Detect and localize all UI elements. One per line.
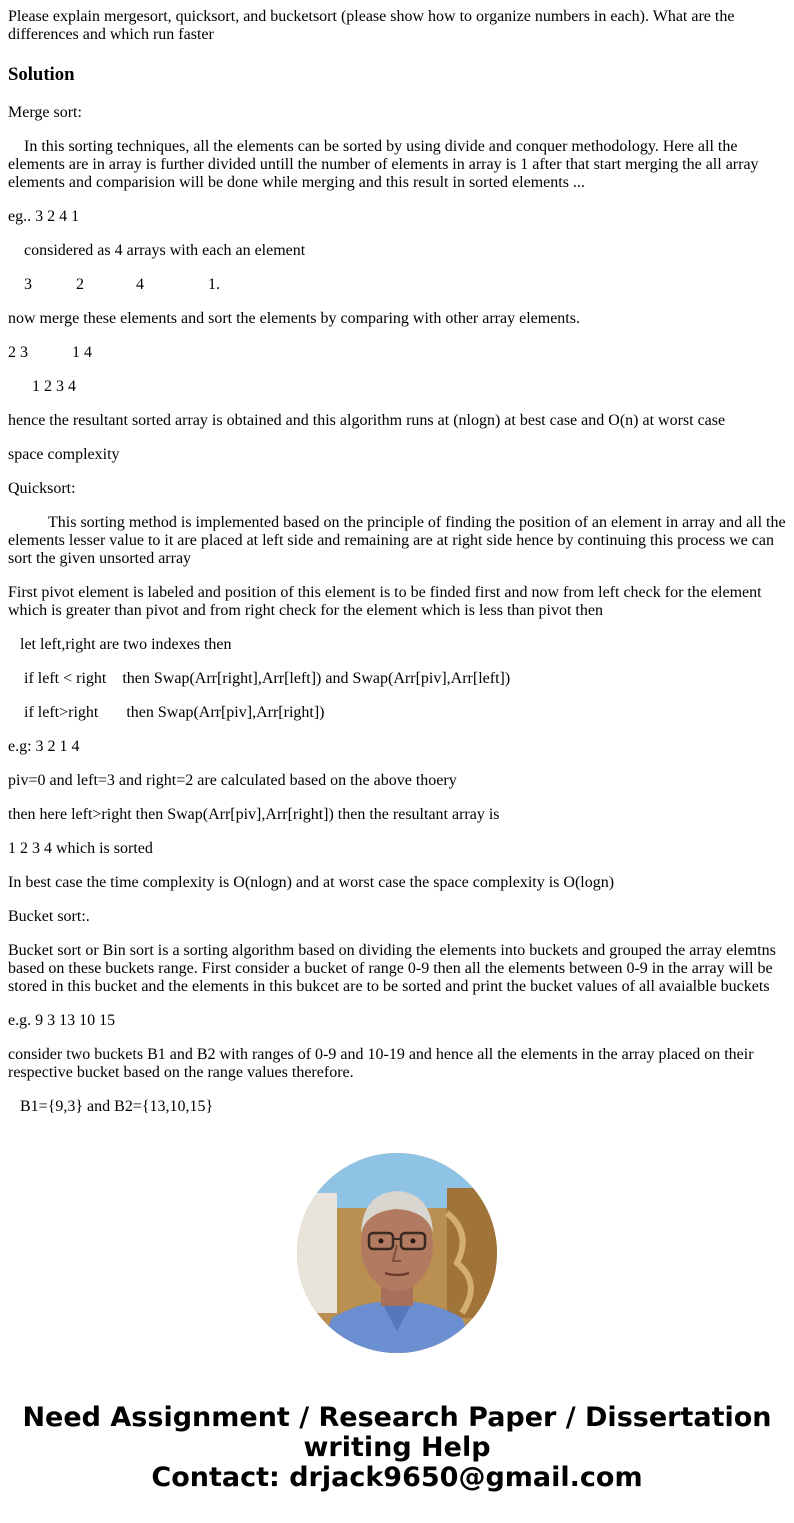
quicksort-pivot-explanation: First pivot element is labeled and position of this element is to be finded first and now from left check for the element which is greater than pivot and from right check for the element which is less than pivot then: [8, 584, 766, 619]
merge-sort-title: Merge sort:: [8, 104, 82, 121]
merge-sort-step-1: considered as 4 arrays with each an element: [8, 242, 306, 259]
space-complexity-label: space complexity: [8, 446, 120, 463]
solution-heading: Solution: [8, 64, 75, 85]
footer-line-2: writing Help: [303, 1432, 491, 1463]
merge-sort-step-4: 2 3 1 4: [8, 344, 92, 361]
quicksort-title: Quicksort:: [8, 480, 76, 497]
quicksort-rule-2: if left>right then Swap(Arr[piv],Arr[right]): [8, 704, 325, 721]
bucket-sort-example: e.g. 9 3 13 10 15: [8, 1012, 116, 1029]
quicksort-example-result: 1 2 3 4 which is sorted: [8, 840, 153, 857]
quicksort-rule-1: if left < right then Swap(Arr[right],Arr[left]) and Swap(Arr[piv],Arr[left]): [8, 670, 511, 687]
footer-banner: [0, 1403, 794, 1493]
bucket-sort-result: B1={9,3} and B2={13,10,15}: [8, 1098, 214, 1115]
merge-sort-example: eg.. 3 2 4 1: [8, 208, 80, 225]
bucket-sort-description: Bucket sort or Bin sort is a sorting algorithm based on dividing the elements into buckets and grouped the array elemtns based on these buckets range. First consider a bucket of range 0-9 then all the elements between 0-9 in the array will be stored in this bucket and the elements in this bukcet are to be sorted and print the bucket values of all avaialble buckets: [8, 942, 780, 995]
merge-sort-step-3: now merge these elements and sort the elements by comparing with other array elements.: [8, 310, 580, 327]
portrait-photo: [297, 1153, 497, 1353]
quicksort-example: e.g: 3 2 1 4: [8, 738, 80, 755]
bucket-sort-buckets: consider two buckets B1 and B2 with ranges of 0-9 and 10-19 and hence all the elements in the array placed on their respective bucket based on the range values therefore.: [8, 1046, 758, 1081]
merge-sort-step-2: 3 2 4 1.: [8, 276, 220, 293]
quicksort-example-step-1: piv=0 and left=3 and right=2 are calculated based on the above thoery: [8, 772, 457, 789]
footer-contact: Contact: drjack9650@gmail.com: [151, 1462, 643, 1493]
merge-sort-step-5: 1 2 3 4: [8, 378, 76, 395]
quicksort-example-step-2: then here left>right then Swap(Arr[piv],Arr[right]) then the resultant array is: [8, 806, 500, 823]
merge-sort-description: In this sorting techniques, all the elements can be sorted by using divide and conquer methodology. Here all the elements are in array is further divided untill the number of elements in array is 1 after that start merging the all array elements and comparision will be done while merging and this result in sorted elements ...: [8, 138, 763, 191]
avatar: [297, 1153, 497, 1353]
question-text: Please explain mergesort, quicksort, and bucketsort (please show how to organize numbers in each). What are the differences and which run faster: [8, 8, 739, 43]
merge-sort-complexity: hence the resultant sorted array is obtained and this algorithm runs at (nlogn) at best case and O(n) at worst case: [8, 412, 726, 429]
quicksort-description: This sorting method is implemented based on the principle of finding the position of an element in array and all the elements lesser value to it are placed at left side and remaining are at right side hence by continuing this process we can sort the given unsorted array: [8, 514, 790, 567]
bucket-sort-title: Bucket sort:.: [8, 908, 90, 925]
quicksort-indexes: let left,right are two indexes then: [8, 636, 232, 653]
quicksort-complexity: In best case the time complexity is O(nlogn) and at worst case the space complexity is O(logn): [8, 874, 615, 891]
footer-line-1: Need Assignment / Research Paper / Dissertation: [22, 1402, 772, 1433]
